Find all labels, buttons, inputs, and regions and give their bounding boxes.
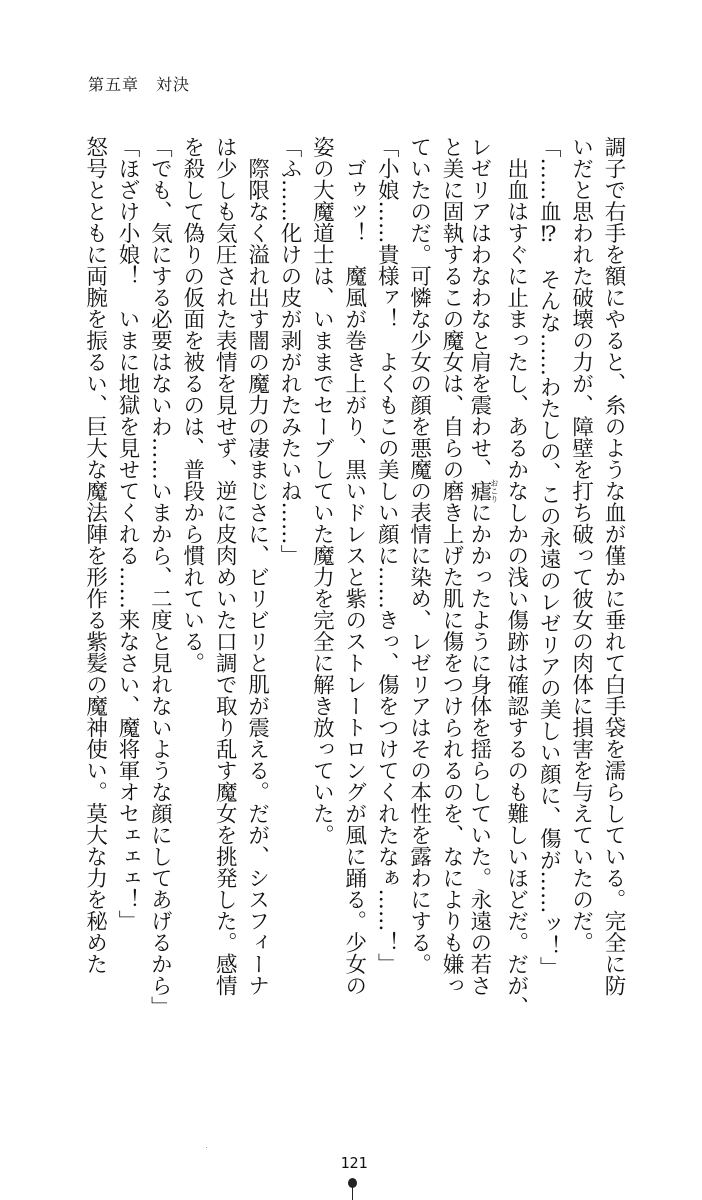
text-column: ていたのだ。可憐な少女の顔を悪魔の表情に染め、レゼリアはその本性を露わにする。: [406, 136, 432, 975]
text-column: 際限なく溢れ出す闇の魔力の凄まじさに、ビリビリと肌が震える。だが、シスフィーナ: [244, 136, 270, 996]
text-column: を殺して偽りの仮面を被るのは、普段から慣れている。: [179, 136, 205, 674]
text-segment: にかかったように身体を揺らしていた。永遠の若さ: [466, 501, 492, 996]
ruby-base: 瘧: [466, 478, 492, 503]
text-column: 「ふ……化けの皮が剥がれたみたいね……」: [277, 136, 302, 566]
text-column: いだと思われた破壊の力が、障壁を打ち破って彼女の肉体に損害を与えていたのだ。: [568, 136, 594, 953]
scan-speck: [206, 1147, 207, 1148]
text-column: と美に固執するこの魔女は、自らの磨き上げた肌に傷をつけられるのを、なによりも嫌っ: [439, 136, 464, 996]
text-column: 姿の大魔道士は、いままでセーブしていた魔力を完全に解き放っていた。: [309, 136, 335, 846]
text-column: 怒号とともに両腕を振るい、巨大な魔法陣を形作る紫髪の魔神使い。莫大な力を秘めた: [82, 136, 108, 975]
text-column: 「でも、気にする必要はないわ……いまから、二度と見れないような顔にしてあげるから」: [147, 136, 173, 1018]
text-column: [468, 136, 498, 996]
text-column: 調子で右手を額にやると、糸のような血が僅かに垂れて白手袋を濡らしている。完全に防: [601, 136, 626, 996]
text-column: 「小娘……貴様ァ！ よくもこの美しい顔に……きっ、傷をつけてくれたなぁ……！」: [374, 136, 400, 975]
text-column: は少しも気圧された表情を見せず、逆に皮肉めいた口調で取り乱す魔女を挑発した。感情: [212, 136, 238, 996]
running-header: 第五章 対決: [88, 75, 191, 94]
ruby-annotation: [466, 478, 499, 503]
page-marker-line: [352, 1186, 353, 1200]
text-column: 「……血⁉ そんな……わたしの、この永遠のレゼリアの美しい顔に、傷が……ッ！」: [536, 136, 562, 978]
text-column: 出血はすぐに止まったし、あるかなしかの浅い傷跡は確認するのも難しいほどだ。だが、: [503, 136, 529, 1018]
ruby-text: おこり: [489, 478, 499, 503]
text-column: ゴゥッ！ 魔風が巻き上がり、黒いドレスと紫のストレートロングが風に踊る。少女の: [341, 136, 367, 996]
page-number: 121: [340, 1154, 368, 1172]
text-column: 「ほざけ小娘！ いまに地獄を見せてくれる……来なさい、魔将軍オセェェェ！」: [115, 136, 140, 932]
text-segment: レゼリアはわなわなと肩を震わせ、: [466, 136, 492, 480]
